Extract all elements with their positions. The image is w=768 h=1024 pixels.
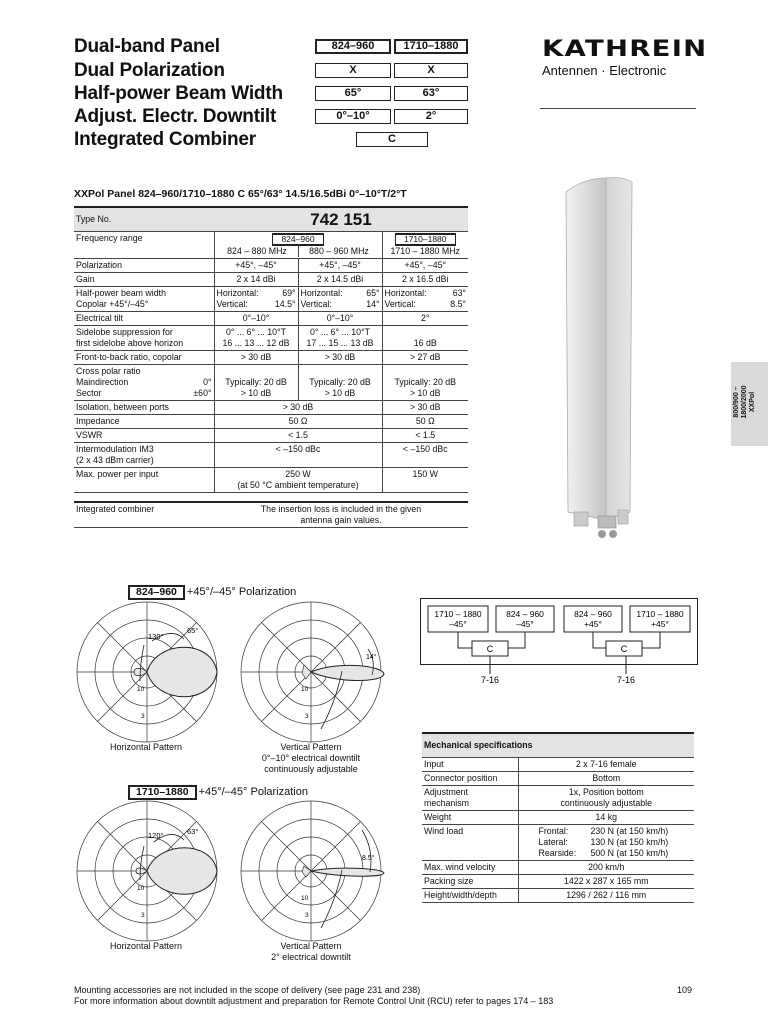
- polar-low-h-angle1: 130°: [148, 632, 164, 641]
- footer-note-2: For more information about downtilt adjustment and preparation for Remote Control Unit (RCU) refer to pages 174 – 183: [74, 996, 554, 1006]
- pol-label: Polarization: [74, 258, 214, 272]
- im3-label-2: (2 x 43 dBm carrier): [76, 454, 154, 465]
- sls-label-2: first sidelobe above horizon: [76, 337, 184, 348]
- type-number: 742 151: [214, 207, 468, 231]
- im3-ab: < –150 dBc: [214, 442, 382, 467]
- etilt-b: 0°–10°: [298, 311, 382, 325]
- pwr-note: (at 50 °C ambient temperature): [237, 479, 359, 490]
- conn-combiner-left: C: [486, 644, 494, 654]
- mech-weight-label: Weight: [422, 810, 518, 824]
- conn-combiner-right: C: [620, 644, 628, 654]
- freq-c: 1710 – 1880 MHz: [390, 245, 460, 256]
- im3-c: < –150 dBc: [382, 442, 468, 467]
- iso-c: > 30 dB: [382, 400, 468, 414]
- comb-note-2: antenna gain values.: [300, 514, 382, 525]
- im3-label-1: Intermodulation IM3: [76, 443, 154, 454]
- vswr-ab: < 1.5: [214, 428, 382, 442]
- imp-c: 50 Ω: [382, 414, 468, 428]
- polar-high-heading: [128, 785, 308, 800]
- polar-high-vertical: [236, 800, 386, 942]
- conn-box4-l2: +45°: [651, 619, 669, 629]
- mech-rearside-val: 500 N (at 150 km/h): [590, 847, 669, 858]
- mech-conn-val: Bottom: [518, 771, 694, 785]
- mech-conn-label: Connector position: [422, 771, 518, 785]
- polar-high-v-ring3: 3: [305, 912, 309, 919]
- hpbw-b-h: 65°: [366, 287, 380, 298]
- polar-low-title: +45°/–45° Polarization: [186, 586, 297, 598]
- xpol-label-2b: 0°: [203, 376, 212, 387]
- polar-low-v-ring10: 10: [301, 686, 309, 693]
- mech-adj-label-1: Adjustment: [424, 786, 469, 797]
- hpbw-c-h: 63°: [452, 287, 466, 298]
- xpol-b-1: Typically: 20 dB: [309, 376, 371, 387]
- imp-label: Impedance: [74, 414, 214, 428]
- polar-high-h-ring10: 10: [137, 885, 145, 892]
- beam-high-box: 63°: [394, 86, 468, 101]
- polar-high-h-ring3: 3: [141, 912, 145, 919]
- gain-c: 2 x 16.5 dBi: [382, 272, 468, 286]
- xpol-b-2: > 10 dB: [324, 387, 356, 398]
- antenna-illustration: [556, 172, 646, 542]
- connector-diagram: [420, 598, 698, 692]
- freq-label: Frequency range: [74, 231, 214, 258]
- hpbw-c-h-label: Horizontal:: [384, 287, 427, 298]
- hpbw-c-v-label: Vertical:: [384, 298, 416, 309]
- logo-divider: [540, 108, 696, 109]
- polar-low-band: 824–960: [128, 585, 185, 600]
- conn-box2-l1: 824 – 960: [506, 609, 544, 619]
- etilt-label: Electrical tilt: [74, 311, 214, 325]
- section-tab-line1: 800/900 –: [733, 386, 740, 418]
- polar-low-v-caption-1: Vertical Pattern: [280, 742, 342, 752]
- polar-high-v-caption-2: 2° electrical downtilt: [271, 952, 351, 962]
- mech-pack-label: Packing size: [422, 874, 518, 888]
- title-dual-polarization: Dual Polarization: [74, 60, 225, 81]
- comb-note-1: The insertion loss is included in the given: [260, 503, 422, 514]
- mech-adj-val-1: 1x, Position bottom: [568, 786, 644, 797]
- polar-low-v-caption-3: continuously adjustable: [264, 764, 358, 774]
- mech-wind-label: Wind load: [422, 824, 518, 860]
- mech-pack-val: 1422 x 287 x 165 mm: [518, 874, 694, 888]
- section-tab-line2: 1800/2000: [741, 385, 748, 419]
- mech-lateral-label: Lateral:: [538, 836, 568, 847]
- polar-high-v-ring10: 10: [301, 895, 309, 902]
- mech-wv-label: Max. wind velocity: [422, 860, 518, 874]
- tilt-high-box: 2°: [394, 109, 468, 124]
- band-low-box: 824–960: [315, 39, 391, 54]
- hpbw-a-h-label: Horizontal:: [216, 287, 259, 298]
- conn-port-left: 7-16: [480, 675, 500, 685]
- ftb-label: Front-to-back ratio, copolar: [74, 350, 214, 364]
- mech-input-label: Input: [422, 757, 518, 771]
- dualpol-low-box: X: [315, 63, 391, 78]
- mechanical-table: [422, 732, 694, 903]
- conn-box3-l1: 824 – 960: [574, 609, 612, 619]
- sls-label-1: Sidelobe suppression for: [76, 326, 173, 337]
- imp-ab: 50 Ω: [214, 414, 382, 428]
- pol-b: +45°, –45°: [298, 258, 382, 272]
- vswr-c: < 1.5: [382, 428, 468, 442]
- hpbw-b-v-label: Vertical:: [300, 298, 332, 309]
- spec-table: [74, 206, 468, 528]
- xpol-label-1: Cross polar ratio: [76, 365, 141, 376]
- xpol-label-3: Sector: [76, 387, 102, 398]
- pol-a: +45°, –45°: [214, 258, 298, 272]
- sls-a-2: 16 ... 13 ... 12 dB: [222, 337, 290, 348]
- hpbw-a-v-label: Vertical:: [216, 298, 248, 309]
- polar-low-heading: [128, 585, 296, 600]
- mech-lateral-val: 130 N (at 150 km/h): [590, 836, 669, 847]
- mech-adj-val-2: continuously adjustable: [560, 797, 652, 808]
- polar-low-h-caption: Horizontal Pattern: [109, 742, 183, 752]
- mech-frontal-label: Frontal:: [538, 825, 569, 836]
- polar-low-horizontal: [72, 601, 222, 743]
- mech-title: Mechanical specifications: [422, 733, 694, 757]
- page-number: 109: [677, 985, 693, 995]
- conn-box3-l2: +45°: [584, 619, 602, 629]
- vswr-label: VSWR: [74, 428, 214, 442]
- polar-low-v-caption-2: 0°–10° electrical downtilt: [261, 753, 361, 763]
- polar-high-horizontal: [72, 800, 222, 942]
- mech-frontal-val: 230 N (at 150 km/h): [590, 825, 669, 836]
- iso-label: Isolation, between ports: [74, 400, 214, 414]
- polar-low-vertical: [236, 601, 386, 743]
- kathrein-logo: KATHREIN: [542, 37, 708, 62]
- gain-b: 2 x 14.5 dBi: [298, 272, 382, 286]
- conn-box4-l1: 1710 – 1880: [636, 609, 684, 619]
- freq-band-high: 1710–1880: [395, 233, 456, 246]
- comb-label: Integrated combiner: [74, 502, 214, 528]
- title-beam-width: Half-power Beam Width: [74, 83, 283, 104]
- hpbw-label-1: Half-power beam width: [76, 287, 166, 298]
- polar-high-v-caption-1: Vertical Pattern: [280, 941, 342, 951]
- polar-low-h-ring3: 3: [141, 713, 145, 720]
- xpol-a-1: Typically: 20 dB: [225, 376, 287, 387]
- gain-label: Gain: [74, 272, 214, 286]
- xpol-a-2: > 10 dB: [240, 387, 272, 398]
- dualpol-high-box: X: [394, 63, 468, 78]
- combiner-box: C: [356, 132, 428, 147]
- pol-c: +45°, –45°: [382, 258, 468, 272]
- section-tab-line3: XXPol: [749, 391, 756, 413]
- beam-low-box: 65°: [315, 86, 391, 101]
- freq-a: 824 – 880 MHz: [227, 245, 287, 256]
- mech-input-val: 2 x 7-16 female: [518, 757, 694, 771]
- etilt-c: 2°: [382, 311, 468, 325]
- freq-b: 880 – 960 MHz: [298, 246, 380, 257]
- hpbw-b-h-label: Horizontal:: [300, 287, 343, 298]
- mech-hwd-val: 1296 / 262 / 116 mm: [518, 888, 694, 902]
- polar-high-h-caption: Horizontal Pattern: [109, 941, 183, 951]
- xpol-c-1: Typically: 20 dB: [394, 376, 457, 387]
- pwr-c: 150 W: [382, 467, 468, 492]
- etilt-a: 0°–10°: [214, 311, 298, 325]
- polar-high-band: 1710–1880: [128, 785, 197, 800]
- pwr-label: Max. power per input: [74, 467, 214, 492]
- sls-b-1: 0° ... 6° ... 10°T: [310, 326, 370, 337]
- pwr-ab: 250 W: [285, 468, 311, 479]
- xpol-c-2: > 10 dB: [409, 387, 441, 398]
- hpbw-a-h: 69°: [282, 287, 296, 298]
- polar-high-v-angle: 8.5°: [362, 855, 375, 862]
- type-label: Type No.: [74, 207, 214, 231]
- sls-b-2: 17 ... 15 ... 13 dB: [306, 337, 374, 348]
- iso-ab: > 30 dB: [214, 400, 382, 414]
- conn-box2-l2: –45°: [516, 619, 534, 629]
- product-subtitle: XXPol Panel 824–960/1710–1880 C 65°/63° 14.5/16.5dBi 0°–10°T/2°T: [74, 188, 407, 200]
- title-combiner: Integrated Combiner: [74, 129, 256, 150]
- mech-wv-val: 200 km/h: [518, 860, 694, 874]
- hpbw-label-2: Copolar +45°/–45°: [76, 298, 149, 309]
- polar-low-v-caption: [236, 742, 386, 775]
- polar-high-v-caption: [236, 941, 386, 963]
- polar-high-title: +45°/–45° Polarization: [198, 786, 308, 798]
- hpbw-c-v: 8.5°: [450, 298, 466, 309]
- mech-rearside-label: Rearside:: [538, 847, 577, 858]
- mech-weight-val: 14 kg: [518, 810, 694, 824]
- freq-band-low: 824–960: [272, 233, 323, 246]
- brand-tagline: Antennen · Electronic: [542, 63, 667, 78]
- polar-high-h-angle2: 63°: [187, 827, 199, 836]
- footer-note-1: Mounting accessories are not included in the scope of delivery (see page 231 and 238): [74, 985, 421, 995]
- tilt-low-box: 0°–10°: [315, 109, 391, 124]
- polar-low-h-ring10: 10: [137, 686, 145, 693]
- conn-port-right: 7-16: [616, 675, 636, 685]
- ftb-a: > 30 dB: [214, 350, 298, 364]
- ftb-b: > 30 dB: [298, 350, 382, 364]
- conn-box1-l2: –45°: [449, 619, 467, 629]
- sls-c: 16 dB: [382, 325, 468, 350]
- polar-low-v-angle: 14°: [366, 654, 377, 661]
- section-tab-label: [733, 362, 757, 442]
- band-high-box: 1710–1880: [394, 39, 468, 54]
- hpbw-a-v: 14.5°: [274, 298, 296, 309]
- mech-hwd-label: Height/width/depth: [422, 888, 518, 902]
- polar-low-h-angle2: 65°: [187, 626, 199, 635]
- hpbw-b-v: 14°: [366, 298, 380, 309]
- polar-low-v-ring3: 3: [305, 713, 309, 720]
- mech-adj-label-2: mechanism: [424, 797, 469, 808]
- title-dual-band: Dual-band Panel: [74, 36, 220, 57]
- gain-a: 2 x 14 dBi: [214, 272, 298, 286]
- xpol-label-2: Maindirection: [76, 376, 129, 387]
- title-downtilt: Adjust. Electr. Downtilt: [74, 106, 277, 127]
- ftb-c: > 27 dB: [382, 350, 468, 364]
- xpol-label-3b: ±60°: [193, 387, 212, 398]
- polar-high-h-angle1: 120°: [148, 831, 164, 840]
- conn-box1-l1: 1710 – 1880: [434, 609, 482, 619]
- sls-a-1: 0° ... 6° ... 10°T: [226, 326, 286, 337]
